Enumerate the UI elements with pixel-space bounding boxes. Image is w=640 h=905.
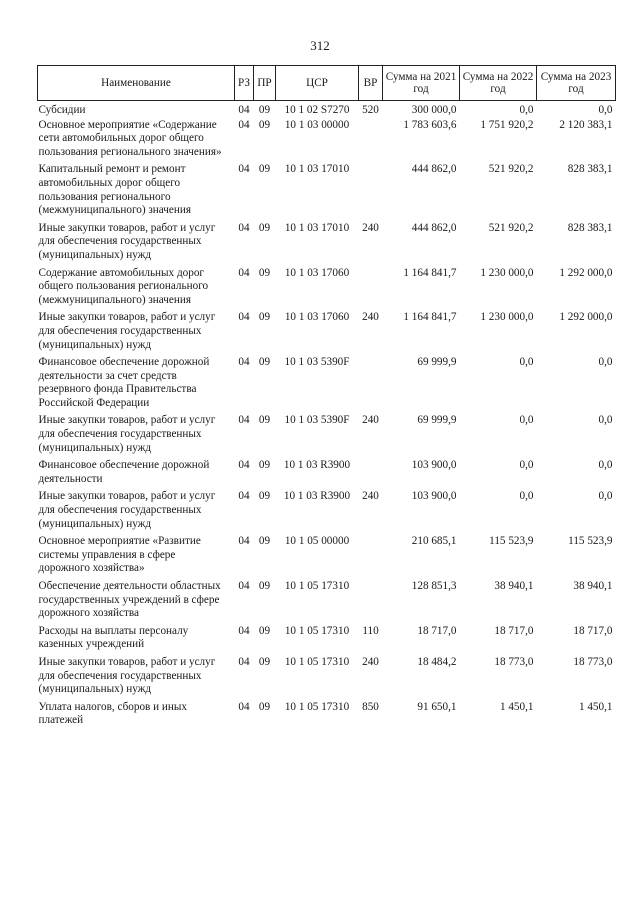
cell-sum-2023: 828 383,1	[567, 163, 613, 176]
cell-pr: 09	[258, 118, 271, 131]
cell-rz: 04	[238, 414, 250, 427]
table-row	[38, 490, 616, 535]
cell-rz: 04	[238, 311, 250, 324]
cell-name: Обеспечение деятельности областных государственных учреждений в сфере дорожного хозяйства	[38, 580, 221, 620]
table-row	[38, 625, 616, 656]
cell-name: Финансовое обеспечение дорожной деятельности за счет средств резервного фонда Правительства Российской Федерации	[38, 356, 210, 409]
table-row	[38, 267, 616, 312]
cell-sum-2023: 18 717,0	[573, 624, 613, 637]
table-row	[38, 414, 616, 459]
cell-sum-2021: 1 783 603,6	[403, 118, 457, 131]
cell-sum-2022: 0,0	[519, 459, 534, 472]
header-vr: ВР	[359, 66, 383, 101]
cell-vr	[359, 535, 383, 580]
cell-name: Финансовое обеспечение дорожной деятельности	[38, 459, 210, 485]
cell-rz: 04	[238, 655, 250, 668]
cell-rz: 04	[238, 700, 250, 713]
table-row	[38, 459, 616, 490]
table-row	[38, 101, 616, 119]
cell-sum-2023: 0,0	[598, 490, 613, 503]
table-row	[38, 356, 616, 414]
cell-name: Основное мероприятие «Содержание сети автомобильных дорог общего пользования регионального значения»	[38, 118, 222, 158]
cell-pr: 09	[258, 459, 271, 472]
cell-name: Уплата налогов, сборов и иных платежей	[38, 700, 188, 727]
cell-sum-2021: 300 000,0	[411, 104, 457, 116]
header-sum-2023: Сумма на 2023 год	[537, 66, 616, 101]
cell-vr: 240	[362, 311, 379, 324]
header-sum-2021: Сумма на 2021 год	[383, 66, 460, 101]
cell-vr: 850	[362, 700, 379, 713]
header-row	[38, 66, 616, 101]
cell-pr: 09	[258, 221, 271, 234]
cell-sum-2023: 18 773,0	[573, 655, 613, 668]
table-row	[38, 535, 616, 580]
cell-rz: 04	[238, 163, 250, 176]
cell-csr: 10 1 02 S7270	[284, 104, 350, 116]
cell-sum-2022: 18 773,0	[494, 655, 534, 668]
cell-csr: 10 1 03 5390F	[284, 414, 350, 427]
cell-csr: 10 1 03 17060	[284, 311, 350, 324]
cell-rz: 04	[238, 490, 250, 503]
cell-name: Расходы на выплаты персоналу казенных учреждений	[38, 624, 189, 651]
cell-sum-2023: 0,0	[598, 356, 613, 369]
cell-sum-2023: 828 383,1	[567, 221, 613, 234]
header-sum-2022: Сумма на 2022 год	[460, 66, 537, 101]
header-rz: РЗ	[235, 66, 254, 101]
table-body	[38, 101, 616, 732]
cell-vr: 110	[362, 624, 379, 637]
cell-vr	[359, 459, 383, 490]
cell-csr: 10 1 03 17010	[284, 221, 350, 234]
cell-csr: 10 1 03 5390F	[284, 356, 350, 369]
cell-sum-2023: 0,0	[598, 459, 613, 472]
cell-sum-2022: 1 751 920,2	[480, 118, 534, 131]
cell-pr: 09	[258, 580, 271, 592]
cell-rz: 04	[238, 535, 250, 548]
cell-sum-2023: 0,0	[598, 104, 613, 116]
header-pr: ПР	[254, 66, 276, 101]
cell-sum-2021: 103 900,0	[411, 490, 457, 503]
cell-rz: 04	[238, 221, 250, 234]
cell-csr: 10 1 05 00000	[284, 535, 350, 548]
table-row	[38, 580, 616, 625]
cell-sum-2022: 0,0	[519, 356, 534, 369]
table-row	[38, 222, 616, 267]
cell-sum-2021: 1 164 841,7	[403, 311, 457, 324]
cell-csr: 10 1 05 17310	[284, 624, 350, 637]
cell-sum-2022: 1 450,1	[499, 700, 534, 713]
cell-rz: 04	[238, 580, 250, 592]
cell-sum-2022: 0,0	[519, 490, 534, 503]
cell-sum-2021: 69 999,9	[417, 356, 457, 369]
cell-rz: 04	[238, 624, 250, 637]
cell-sum-2021: 18 717,0	[417, 624, 457, 637]
table-row	[38, 656, 616, 701]
cell-name: Иные закупки товаров, работ и услуг для обеспечения государственных (муниципальных) нужд	[38, 311, 216, 351]
table-row	[38, 701, 616, 732]
cell-sum-2022: 521 920,2	[488, 163, 534, 176]
cell-vr: 240	[362, 221, 379, 234]
cell-sum-2023: 1 450,1	[578, 700, 613, 713]
cell-csr: 10 1 03 R3900	[283, 490, 351, 503]
cell-vr: 520	[362, 104, 379, 116]
cell-name: Иные закупки товаров, работ и услуг для обеспечения государственных (муниципальных) нужд	[38, 490, 216, 530]
cell-sum-2023: 2 120 383,1	[559, 118, 613, 131]
cell-pr: 09	[258, 163, 271, 176]
cell-sum-2022: 0,0	[519, 104, 534, 116]
cell-csr: 10 1 05 17310	[284, 655, 350, 668]
cell-vr	[359, 119, 383, 164]
cell-sum-2023: 38 940,1	[573, 580, 613, 592]
table-header	[38, 66, 616, 101]
cell-sum-2022: 521 920,2	[488, 221, 534, 234]
cell-rz: 04	[238, 118, 250, 131]
cell-rz: 04	[238, 356, 250, 369]
cell-sum-2021: 444 862,0	[411, 221, 457, 234]
cell-sum-2022: 1 230 000,0	[480, 311, 534, 324]
cell-pr: 09	[258, 490, 271, 503]
budget-table	[37, 65, 616, 732]
cell-csr: 10 1 03 00000	[284, 118, 350, 131]
cell-pr: 09	[258, 414, 271, 427]
cell-name: Содержание автомобильных дорог общего пользования регионального (межмуниципального) значения	[38, 266, 209, 306]
cell-vr	[359, 356, 383, 414]
cell-sum-2022: 0,0	[519, 414, 534, 427]
cell-sum-2021: 69 999,9	[417, 414, 457, 427]
cell-rz: 04	[238, 266, 250, 279]
page-number: 312	[310, 38, 330, 53]
cell-csr: 10 1 05 17310	[284, 700, 350, 713]
cell-pr: 09	[258, 311, 271, 324]
cell-sum-2021: 103 900,0	[411, 459, 457, 472]
cell-name: Иные закупки товаров, работ и услуг для обеспечения государственных (муниципальных) нужд	[38, 655, 216, 696]
cell-sum-2022: 18 717,0	[494, 624, 534, 637]
cell-rz: 04	[238, 104, 250, 116]
cell-pr: 09	[258, 104, 271, 116]
table-row	[38, 119, 616, 164]
cell-pr: 09	[258, 655, 271, 668]
cell-pr: 09	[258, 700, 271, 713]
cell-name: Иные закупки товаров, работ и услуг для обеспечения государственных (муниципальных) нужд	[38, 414, 216, 454]
cell-vr	[359, 580, 383, 625]
cell-sum-2023: 1 292 000,0	[559, 266, 613, 279]
header-csr: ЦСР	[276, 66, 359, 101]
cell-sum-2023: 1 292 000,0	[559, 311, 613, 324]
cell-name: Капитальный ремонт и ремонт автомобильных дорог общего пользования регионального (межмуниципального) значения	[38, 163, 191, 217]
cell-vr: 240	[362, 414, 379, 427]
cell-vr: 240	[362, 490, 379, 503]
cell-sum-2023: 0,0	[598, 414, 613, 427]
table-row	[38, 311, 616, 356]
cell-sum-2022: 38 940,1	[494, 580, 534, 592]
cell-csr: 10 1 03 R3900	[283, 459, 351, 472]
cell-sum-2021: 91 650,1	[417, 700, 457, 713]
cell-sum-2022: 1 230 000,0	[480, 266, 534, 279]
cell-sum-2022: 115 523,9	[489, 535, 534, 548]
cell-rz: 04	[238, 459, 250, 472]
header-name: Наименование	[38, 66, 235, 101]
cell-sum-2021: 444 862,0	[411, 163, 457, 176]
cell-pr: 09	[258, 266, 271, 279]
cell-pr: 09	[258, 356, 271, 369]
cell-sum-2021: 210 685,1	[411, 535, 457, 548]
cell-sum-2021: 18 484,2	[417, 655, 457, 668]
cell-name: Субсидии	[38, 104, 86, 116]
cell-csr: 10 1 03 17010	[284, 163, 350, 176]
cell-vr	[359, 163, 383, 221]
cell-pr: 09	[258, 624, 271, 637]
cell-sum-2023: 115 523,9	[568, 535, 613, 548]
cell-sum-2021: 1 164 841,7	[403, 266, 457, 279]
table-row	[38, 163, 616, 221]
cell-vr	[359, 267, 383, 312]
cell-vr: 240	[362, 655, 379, 668]
cell-name: Иные закупки товаров, работ и услуг для обеспечения государственных (муниципальных) нужд	[38, 221, 216, 261]
cell-csr: 10 1 05 17310	[284, 580, 350, 592]
cell-name: Основное мероприятие «Развитие системы управления в сфере дорожного хозяйства»	[38, 535, 201, 575]
cell-csr: 10 1 03 17060	[284, 266, 350, 279]
cell-sum-2021: 128 851,3	[411, 580, 457, 592]
cell-pr: 09	[258, 535, 271, 548]
